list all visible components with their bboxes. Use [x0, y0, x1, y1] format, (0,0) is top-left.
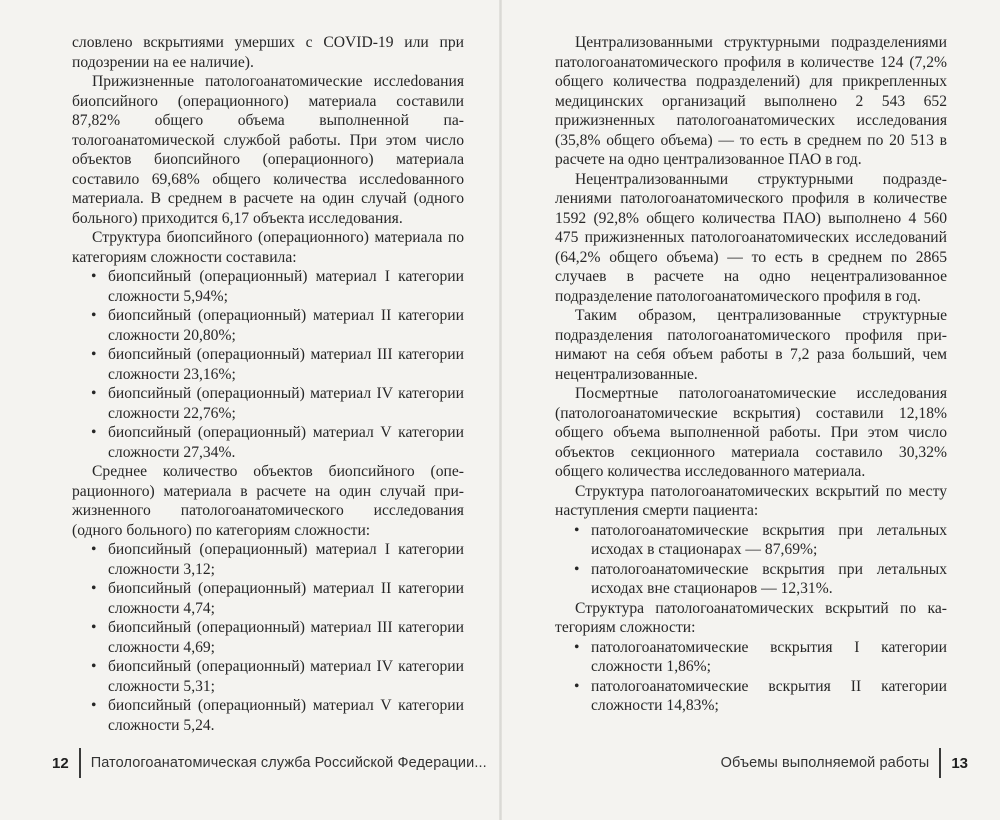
paragraph: Нецентрализованными структурными подразделениями патологоанатомического профиля в количестве 1592 (92,8% общего количества ПАО) выполнено 4 560 475 прижизненных патологоанатомических исследований (64,2% общего объема) — то есть в среднем по 2865 случаев в расчете на одно нецентрализованное подразделение патологоанатомического профиля в год.	[555, 170, 947, 305]
list-item: • биопсийный (операционный) материал V категории сложности 5,24.	[72, 696, 464, 735]
paragraph: словлено вскрытиями умерших с COVID-19 или при подозрении на ее наличие).	[72, 34, 464, 71]
right-page-body	[555, 33, 947, 716]
list-item: • биопсийный (операционный) материал IV категории сложности 22,76%;	[72, 384, 464, 423]
list-item: • биопсийный (операционный) материал II категории сложности 4,74;	[72, 579, 464, 618]
left-page-body	[72, 33, 464, 735]
footer-divider	[939, 748, 941, 778]
right-page-footer	[721, 750, 968, 776]
list-item: • биопсийный (операционный) материал III категории сложности 4,69;	[72, 618, 464, 657]
book-gutter	[499, 0, 502, 820]
bullet-list	[72, 267, 464, 462]
list-item: • биопсийный (операционный) материал V категории сложности 27,34%.	[72, 423, 464, 462]
paragraph: Структура патологоанатомических вскрытий по категориям сложности:	[555, 599, 947, 636]
paragraph: Структура патологоанатомических вскрытий по месту наступления смерти пациента:	[555, 482, 947, 519]
list-item: • биопсийный (операционный) материал I категории сложности 5,94%;	[72, 267, 464, 306]
bullet-list	[72, 540, 464, 735]
footer-divider	[79, 748, 81, 778]
list-item: • биопсийный (операционный) материал IV категории сложности 5,31;	[72, 657, 464, 696]
list-item: • патологоанатомические вскрытия II категории сложности 14,83%;	[555, 677, 947, 716]
running-title: Патологоанатомическая служба Российской Федерации...	[90, 755, 487, 771]
list-item: • биопсийный (операционный) материал I категории сложности 3,12;	[72, 540, 464, 579]
paragraph: Таким образом, централизованные структурные подразделения патологоанатомического профиля принимают на себя объем работы в 7,2 раза больший, чем нецентрализованные.	[555, 307, 947, 383]
paragraph: Прижизненные патологоанатомические исслеdования биопсийного (операционного) материала составили 87,82% общего объема выполненной патологоанатомической службой работы. При этом число объектов биопсийного (операционного) материала составило 69,68% общего количества исслеdованного материала. В среднем в расчете на один случай (одного больного) приходится 6,17 объекта исследования.	[72, 73, 464, 227]
list-item: • биопсийный (операционный) материал III категории сложности 23,16%;	[72, 345, 464, 384]
bullet-list	[555, 521, 947, 599]
bullet-list	[555, 638, 947, 716]
paragraph: Централизованными структурными подразделениями патологоанатомического профиля в количестве 124 (7,2% общего количества подразделений) для прикрепленных медицинских организаций выполнено 2 543 652 прижизненных патологоанатомических исследования (35,8% общего объема) — то есть в среднем по 20 513 в расчете на одно централизованное ПАО в год.	[555, 34, 947, 168]
paragraph: Структура биопсийного (операционного) материала по категориям сложности составила:	[72, 229, 464, 266]
page-number: 13	[951, 754, 968, 772]
paragraph: Среднее количество объектов биопсийного (операционного) материала в расчете на один случай прижизненного патологоанатомического исследования (одного больного) по категориям сложности:	[72, 463, 464, 539]
list-item: • биопсийный (операционный) материал II категории сложности 20,80%;	[72, 306, 464, 345]
paragraph: Посмертные патологоанатомические исследования (патологоанатомические вскрытия) составили 12,18% общего объема выполненной работы. При этом число объектов секционного материала составило 30,32% общего количества исследованного материала.	[555, 385, 947, 480]
running-title: Объемы выполняемой работы	[720, 755, 930, 771]
list-item: • патологоанатомические вскрытия при летальных исходах в стационарах — 87,69%;	[555, 521, 947, 560]
list-item: • патологоанатомические вскрытия I категории сложности 1,86%;	[555, 638, 947, 677]
left-page-footer	[52, 750, 487, 776]
page-number: 12	[52, 754, 69, 772]
list-item: • патологоанатомические вскрытия при летальных исходах вне стационаров — 12,31%.	[555, 560, 947, 599]
